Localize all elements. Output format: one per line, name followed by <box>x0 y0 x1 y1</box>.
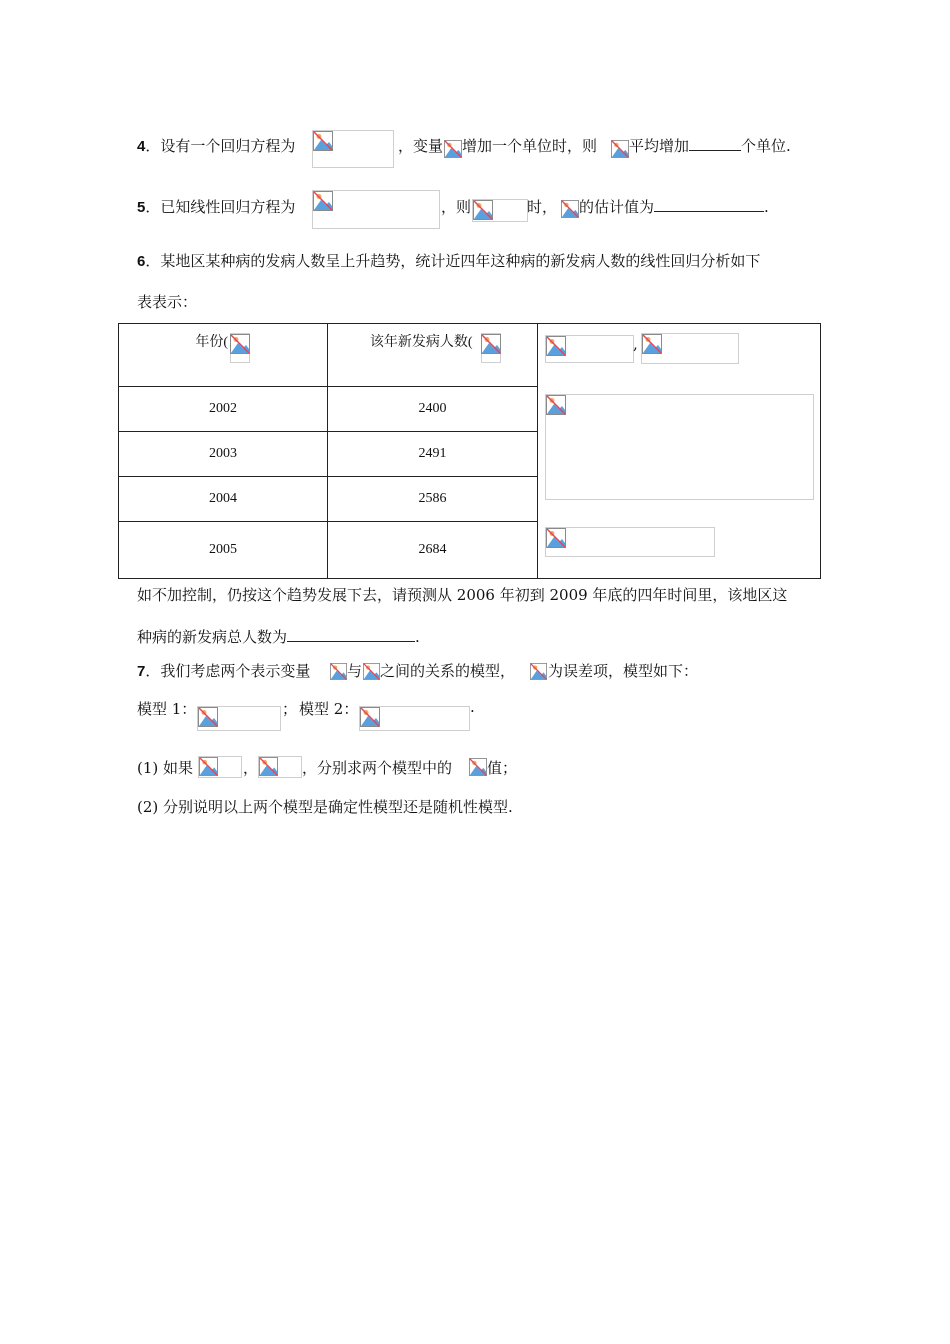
broken-image-icon <box>481 334 501 354</box>
broken-image-icon <box>469 758 487 776</box>
broken-image-icon <box>546 336 566 356</box>
question-6: 6．某地区某种病的发病人数呈上升趋势，统计近四年这种病的新发病人数的线性回归分析如下 <box>137 252 761 270</box>
broken-image-icon <box>363 663 380 680</box>
broken-image-icon <box>313 191 333 211</box>
question-number: 7 <box>137 663 146 680</box>
broken-image-icon <box>230 334 250 354</box>
broken-image-icon <box>546 528 566 548</box>
formula-image <box>545 527 715 557</box>
answer-blank[interactable] <box>654 196 764 212</box>
question-4: 4．设有一个回归方程为 <box>137 137 296 155</box>
broken-image-icon <box>546 395 566 415</box>
broken-image-icon <box>473 200 493 220</box>
broken-image-icon <box>313 131 333 151</box>
broken-image-icon <box>360 707 380 727</box>
table-header-count: 该年新发病人数( <box>328 324 538 387</box>
broken-image-icon <box>199 757 218 776</box>
table-header-year: 年份( <box>119 324 328 387</box>
broken-image-icon <box>561 200 579 218</box>
broken-image-icon <box>642 334 662 354</box>
question-number: 4 <box>137 138 146 155</box>
broken-image-icon <box>330 663 347 680</box>
table-row: 2005 2684 <box>119 522 821 579</box>
formula-image <box>545 394 814 500</box>
answer-blank[interactable] <box>689 135 741 151</box>
table-row: 2002 2400 <box>119 387 821 432</box>
broken-image-icon <box>611 140 629 158</box>
question-number: 6 <box>137 253 146 270</box>
answer-blank[interactable] <box>287 626 415 642</box>
broken-image-icon <box>444 140 462 158</box>
question-5: 5．已知线性回归方程为 <box>137 198 296 216</box>
question-7: 7．我们考虑两个表示变量 <box>137 662 311 680</box>
broken-image-icon <box>530 663 547 680</box>
broken-image-icon <box>259 757 278 776</box>
broken-image-icon <box>198 707 218 727</box>
table-row: 2003 2491 <box>119 432 821 477</box>
table-row: 2004 2586 <box>119 477 821 522</box>
question-number: 5 <box>137 199 146 216</box>
